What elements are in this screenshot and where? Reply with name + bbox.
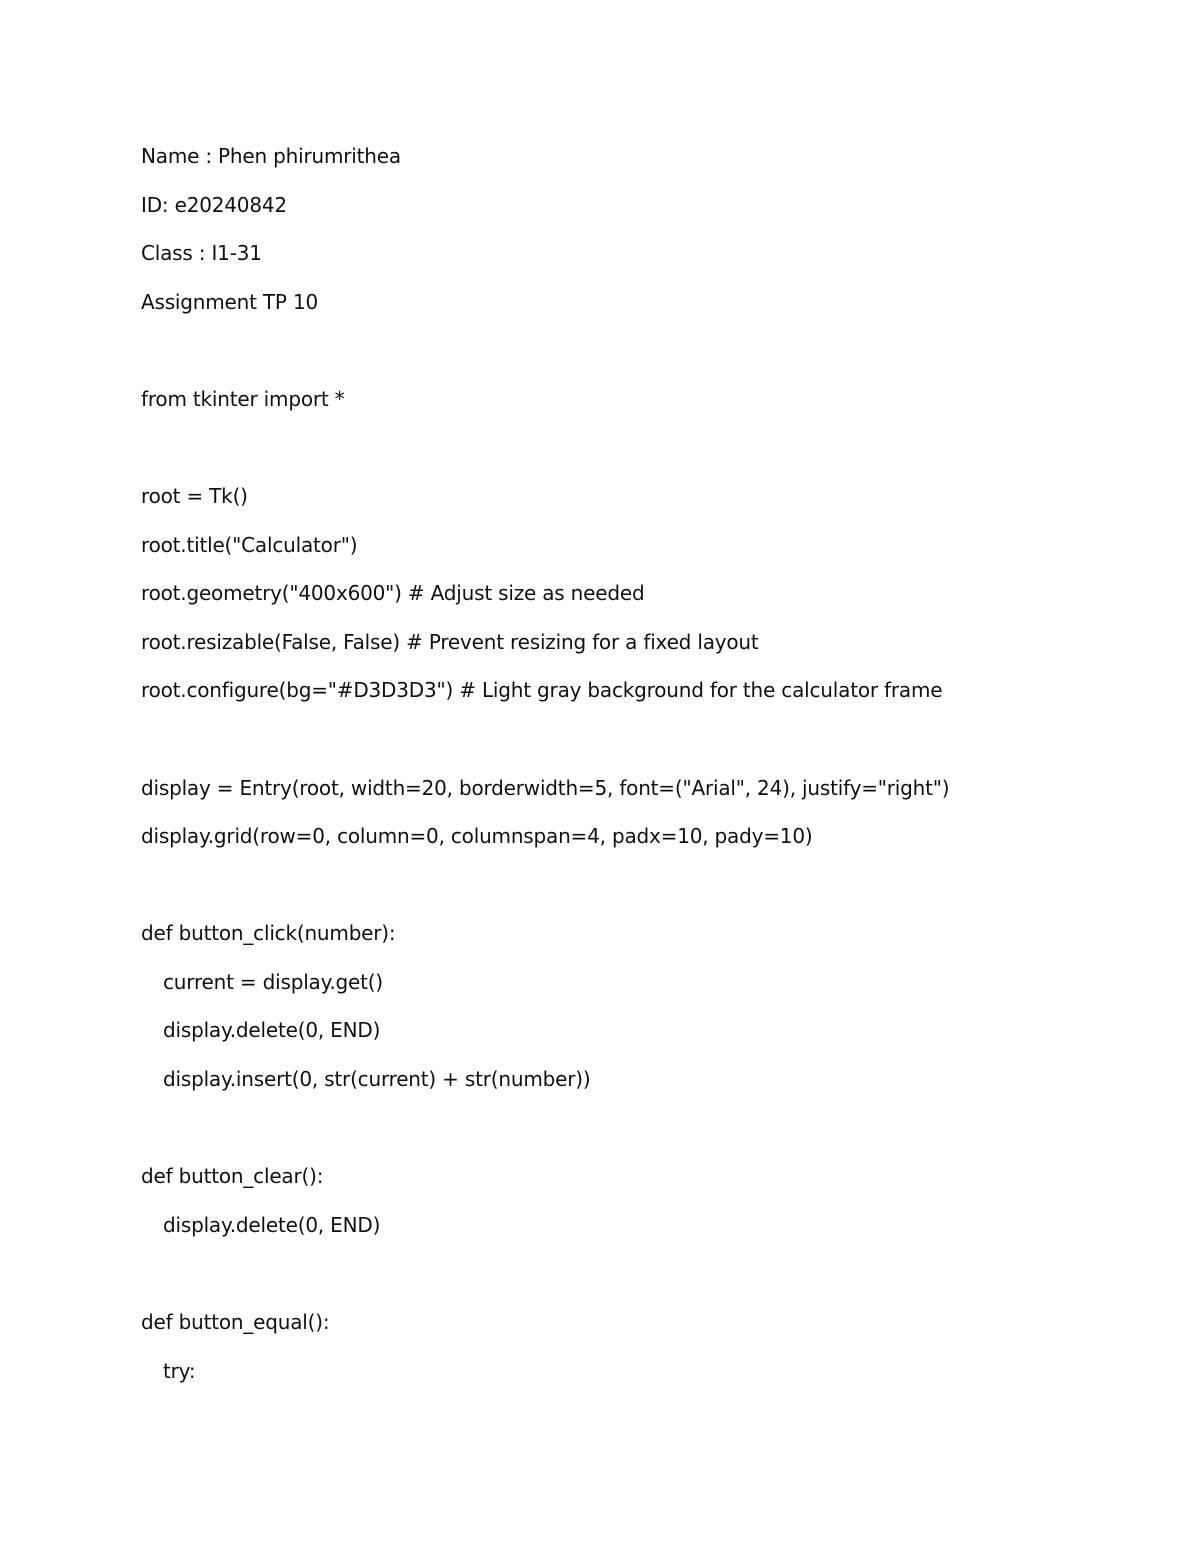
code-line-clear-delete: display.delete(0, END) (163, 1213, 381, 1237)
code-line-display-entry: display = Entry(root, width=20, borderwidth=5, font=("Arial", 24), justify="right") (141, 776, 950, 800)
code-line-click-insert: display.insert(0, str(current) + str(number)) (163, 1067, 591, 1091)
code-line-root-init: root = Tk() (141, 484, 248, 508)
code-line-import: from tkinter import * (141, 387, 345, 411)
code-line-root-configure: root.configure(bg="#D3D3D3") # Light gray background for the calculator frame (141, 678, 943, 702)
code-line-equal-try: try: (163, 1359, 196, 1383)
code-line-display-grid: display.grid(row=0, column=0, columnspan=4, padx=10, pady=10) (141, 824, 813, 848)
code-line-def-button-equal: def button_equal(): (141, 1310, 330, 1334)
code-line-root-resizable: root.resizable(False, False) # Prevent resizing for a fixed layout (141, 630, 759, 654)
student-class: Class : I1-31 (141, 241, 262, 265)
code-line-root-title: root.title("Calculator") (141, 533, 358, 557)
student-id: ID: e20240842 (141, 193, 287, 217)
student-name: Name : Phen phirumrithea (141, 144, 401, 168)
code-line-def-button-click: def button_click(number): (141, 921, 396, 945)
code-line-root-geometry: root.geometry("400x600") # Adjust size as needed (141, 581, 645, 605)
assignment-title: Assignment TP 10 (141, 290, 318, 314)
code-line-def-button-clear: def button_clear(): (141, 1164, 324, 1188)
code-line-click-current: current = display.get() (163, 970, 383, 994)
code-line-click-delete: display.delete(0, END) (163, 1018, 381, 1042)
